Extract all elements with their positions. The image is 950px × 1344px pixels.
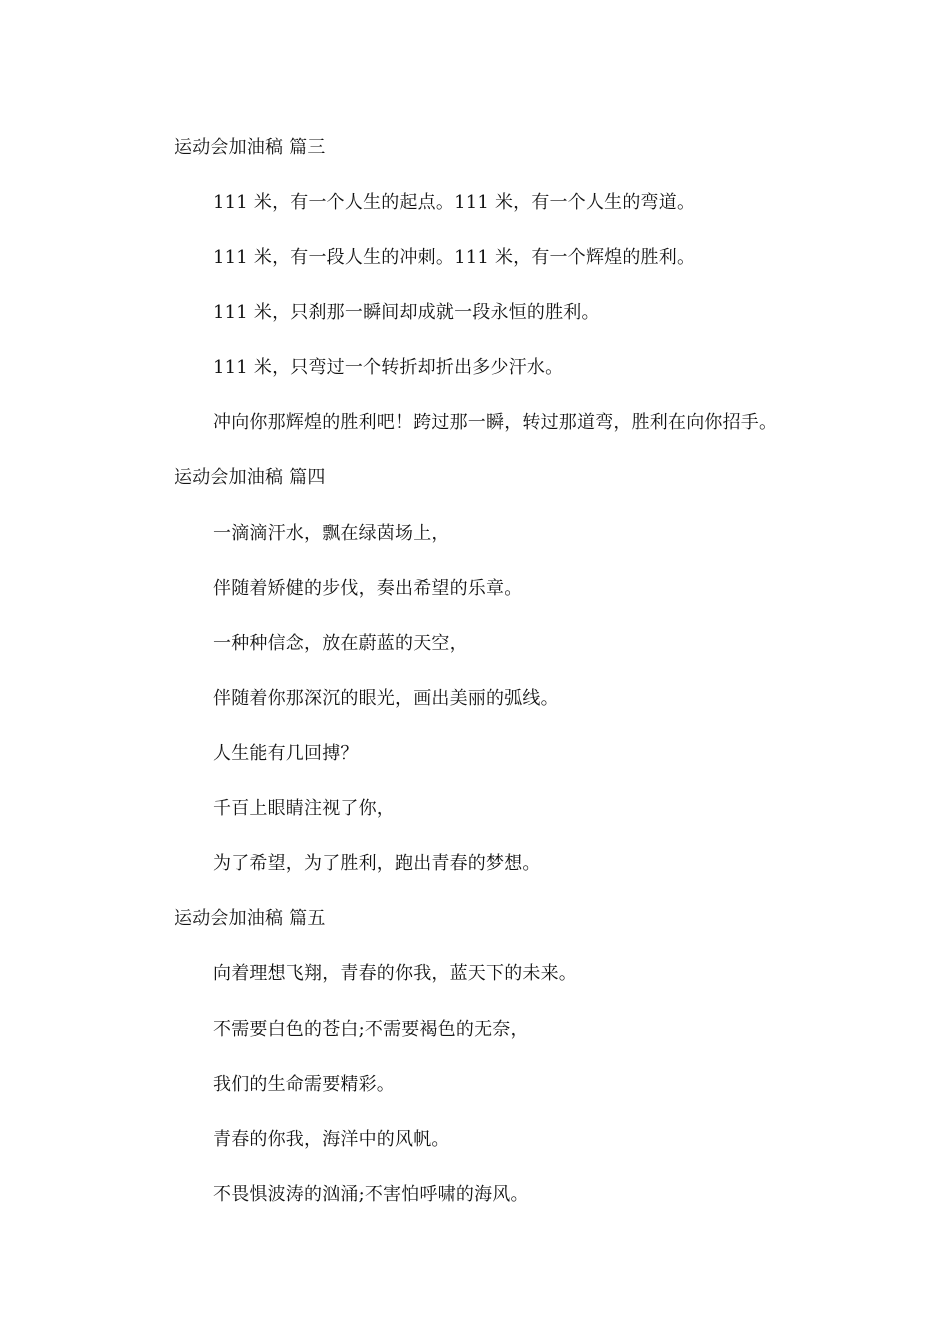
paragraph-line: 千百上眼睛注视了你， — [213, 798, 395, 819]
paragraph-line: 111 米，只刹那一瞬间却成就一段永恒的胜利。 — [213, 302, 600, 323]
paragraph-line: 为了希望，为了胜利，跑出青春的梦想。 — [213, 853, 541, 874]
paragraph-line: 伴随着你那深沉的眼光，画出美丽的弧线。 — [213, 688, 559, 709]
paragraph-line: 111 米，有一段人生的冲刺。111 米，有一个辉煌的胜利。 — [213, 247, 696, 268]
section-heading-3: 运动会加油稿 篇三 — [174, 137, 326, 158]
paragraph-line: 冲向你那辉煌的胜利吧！跨过那一瞬，转过那道弯，胜利在向你招手。 — [213, 412, 778, 433]
paragraph-line: 人生能有几回搏？ — [213, 743, 359, 764]
section-heading-5: 运动会加油稿 篇五 — [174, 908, 326, 929]
paragraph-line: 我们的生命需要精彩。 — [213, 1074, 395, 1095]
section-heading-4: 运动会加油稿 篇四 — [174, 467, 326, 488]
paragraph-line: 伴随着矫健的步伐，奏出希望的乐章。 — [213, 578, 523, 599]
paragraph-line: 不需要白色的苍白;不需要褐色的无奈， — [213, 1019, 529, 1040]
paragraph-line: 青春的你我，海洋中的风帆。 — [213, 1129, 450, 1150]
paragraph-line: 一种种信念，放在蔚蓝的天空， — [213, 633, 468, 654]
paragraph-line: 不畏惧波涛的汹涌;不害怕呼啸的海风。 — [213, 1184, 529, 1205]
paragraph-line: 111 米，只弯过一个转折却折出多少汗水。 — [213, 357, 564, 378]
paragraph-line: 向着理想飞翔，青春的你我，蓝天下的未来。 — [213, 963, 577, 984]
paragraph-line: 一滴滴汗水，飘在绿茵场上， — [213, 523, 450, 544]
paragraph-line: 111 米，有一个人生的起点。111 米，有一个人生的弯道。 — [213, 192, 696, 213]
